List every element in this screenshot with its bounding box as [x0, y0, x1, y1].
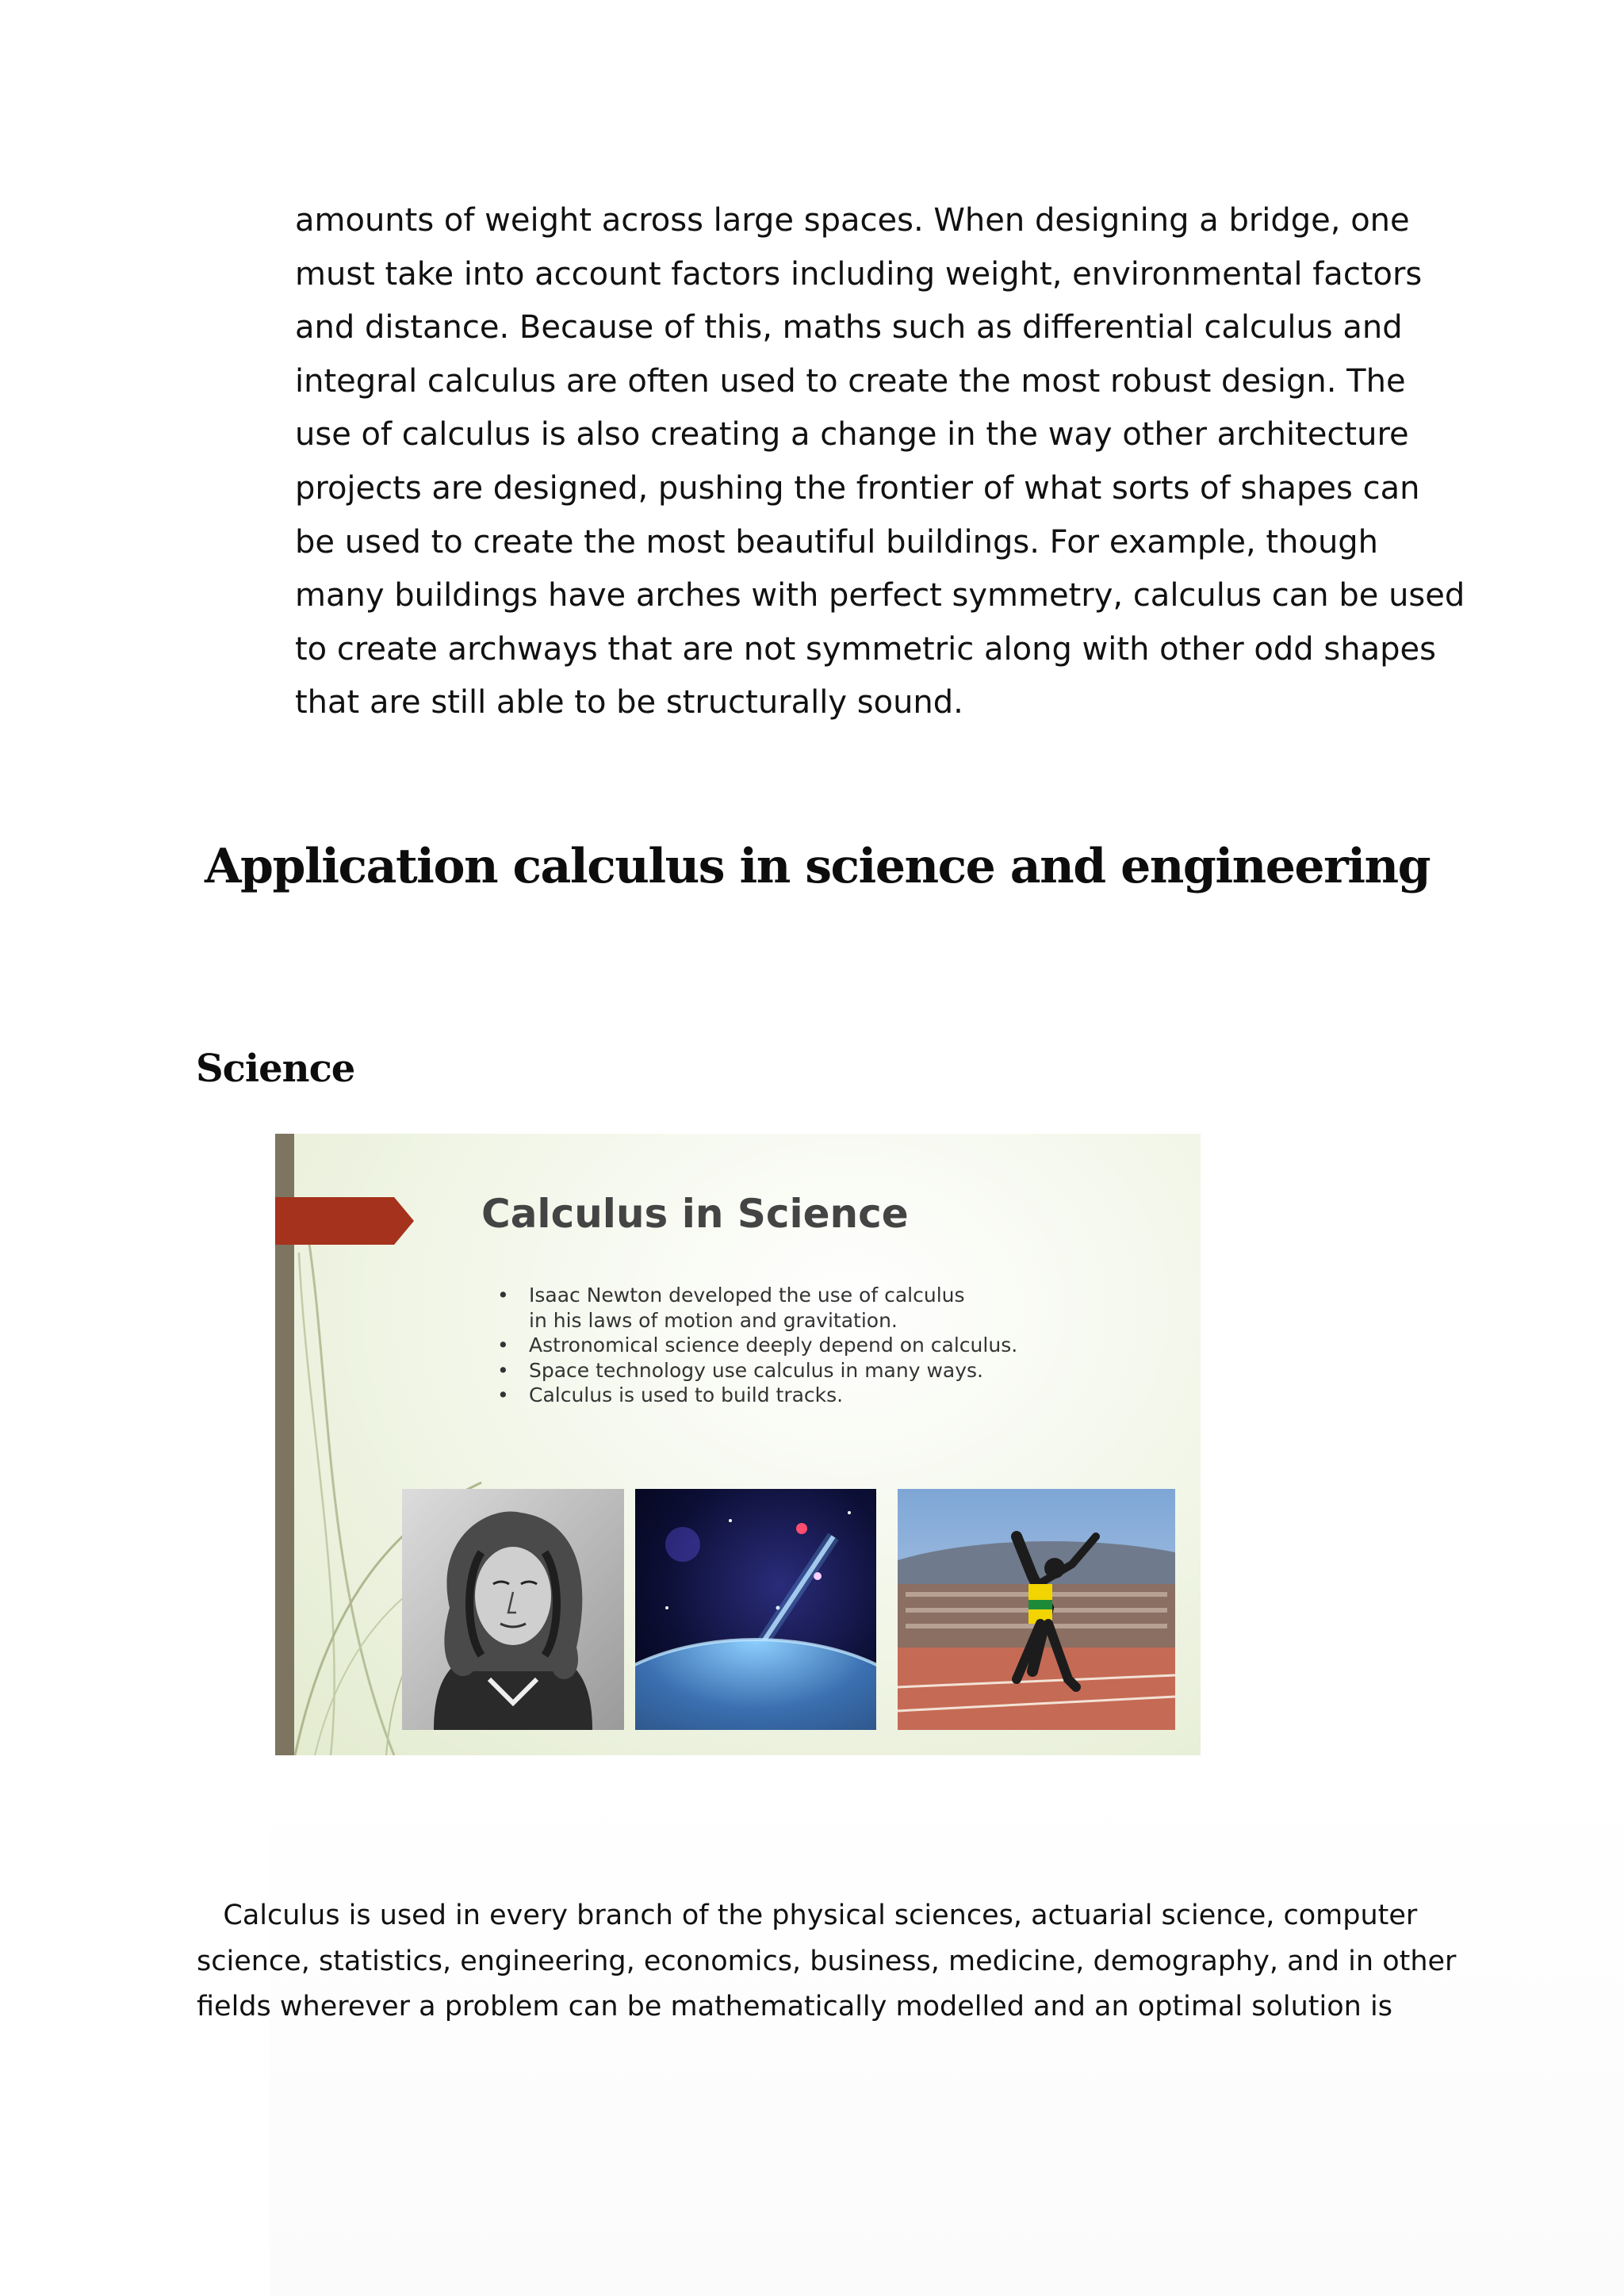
slide-bullet: [497, 1333, 1017, 1358]
bullet-icon: •: [497, 1358, 509, 1382]
bullet-text: Isaac Newton developed the use of calculus: [529, 1284, 965, 1307]
paragraph-line: and distance. Because of this, maths such as differential calculus and: [295, 309, 1403, 346]
bullet-text-continued: in his laws of motion and gravitation.: [529, 1308, 898, 1332]
space-earth-photo: [635, 1489, 876, 1730]
section-heading: Application calculus in science and engineering: [205, 839, 1431, 894]
slide-title: Calculus in Science: [481, 1191, 909, 1237]
slide-bullet: [497, 1358, 1017, 1383]
slide-bullet-list: [497, 1283, 1017, 1408]
slide-bullet: [497, 1283, 1017, 1333]
bullet-text: Space technology use calculus in many ways.: [529, 1358, 983, 1382]
paragraph-line: projects are designed, pushing the frontier of what sorts of shapes can: [295, 469, 1420, 507]
page-background: [270, 1768, 1624, 2296]
paragraph-line: use of calculus is also creating a change in the way other architecture: [295, 416, 1409, 453]
subsection-heading: Science: [196, 1047, 355, 1091]
bullet-text: Calculus is used to build tracks.: [529, 1383, 844, 1406]
bullet-icon: •: [497, 1284, 509, 1307]
slide-bullet: [497, 1383, 1017, 1408]
paragraph-line: many buildings have arches with perfect symmetry, calculus can be used: [295, 577, 1465, 614]
paragraph-line: Calculus is used in every branch of the physical sciences, actuarial science, computer: [197, 1900, 1418, 1931]
paragraph-line: fields wherever a problem can be mathematically modelled and an optimal solution is: [197, 1991, 1392, 2022]
paragraph-line: integral calculus are often used to create the most robust design. The: [295, 362, 1406, 400]
bullet-icon: •: [497, 1334, 509, 1357]
body-paragraph: [197, 1893, 1457, 2030]
paragraph-line: science, statistics, engineering, economics, business, medicine, demography, and in other: [197, 1945, 1457, 1977]
paragraph-line: be used to create the most beautiful buildings. For example, though: [295, 523, 1379, 561]
paragraph-line: that are still able to be structurally sound.: [295, 684, 963, 721]
paragraph-line: amounts of weight across large spaces. When designing a bridge, one: [295, 202, 1410, 239]
paragraph-line: must take into account factors including weight, environmental factors: [295, 255, 1423, 293]
sprinter-track-photo: [898, 1489, 1175, 1730]
accent-arrow-icon: [275, 1197, 418, 1245]
bullet-text: Astronomical science deeply depend on calculus.: [529, 1334, 1018, 1357]
intro-paragraph: [295, 194, 1465, 730]
newton-portrait-photo: [402, 1489, 624, 1730]
paragraph-line: to create archways that are not symmetric along with other odd shapes: [295, 630, 1436, 668]
bullet-icon: •: [497, 1383, 509, 1406]
slide-image: [275, 1134, 1201, 1755]
